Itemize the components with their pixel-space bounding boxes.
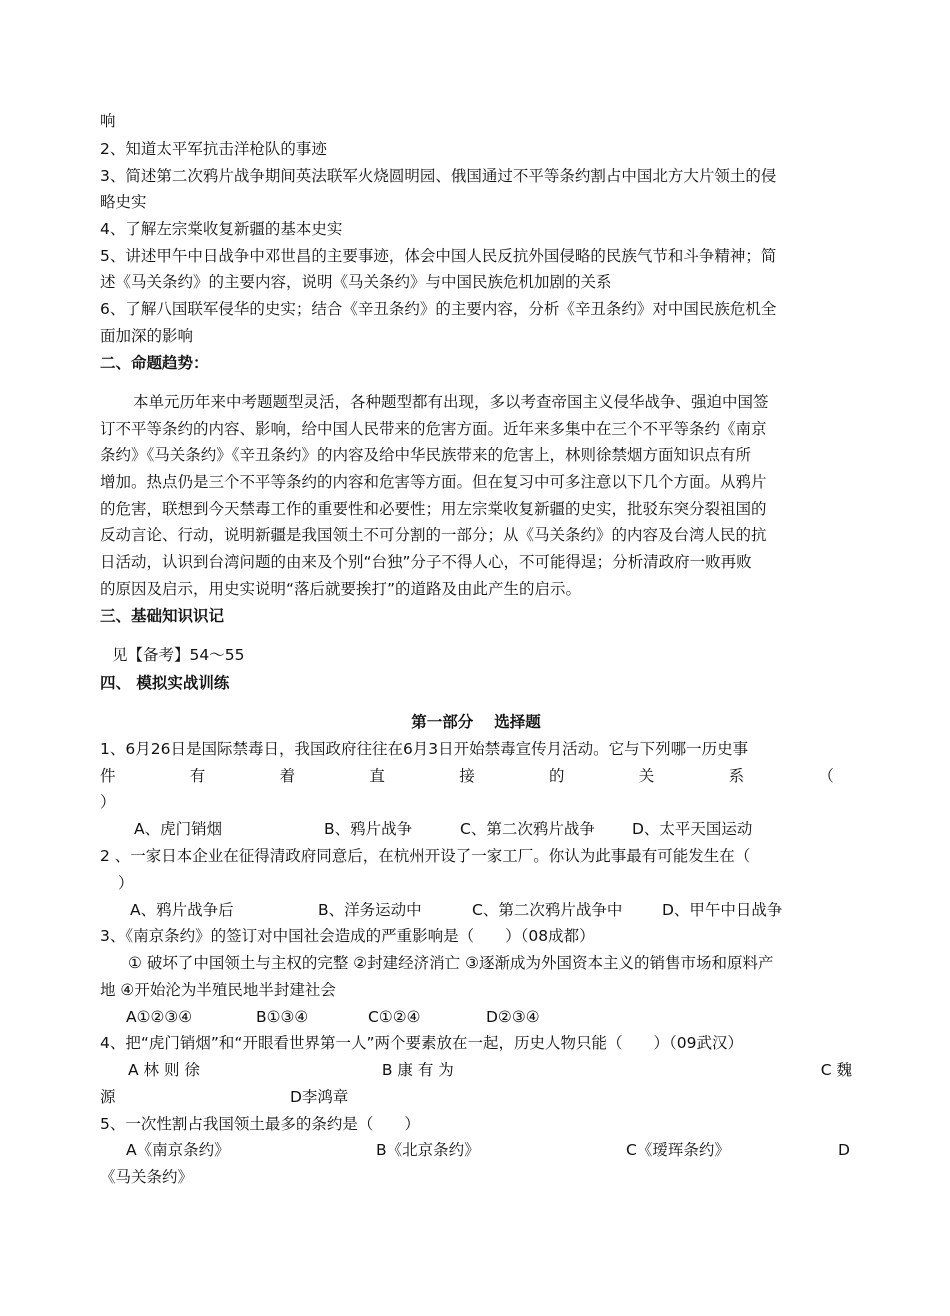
practice-heading: 四、 模拟实战训练 [100, 674, 230, 692]
question-5-option-d-text: 《马关条约》 [100, 1168, 194, 1186]
option-c-cont: 源 [100, 1088, 116, 1106]
trend-paragraph-line: 条约》《马关条约》《辛丑条约》的内容及给中华民族带来的危害上，林则徐禁烟方面知识点有所 [100, 446, 752, 464]
option-a: A、虎门销烟 [134, 820, 223, 838]
question-3-options [100, 1007, 852, 1027]
option-b: B、洋务运动中 [318, 901, 422, 919]
question-4-options-row [128, 1060, 852, 1080]
trend-paragraph-line: 本单元历年来中考题题型灵活，各种题型都有出现，多以考查帝国主义侵华战争、强迫中国签 [133, 393, 769, 411]
option-a: A 林 则 徐 [128, 1061, 200, 1079]
objective-item-3-cont: 略史实 [100, 193, 147, 211]
option-d: D、太平天国运动 [632, 820, 753, 838]
question-4-stem: 4、把“虎门销烟”和“开眼看世界第一人”两个要素放在一起，历史人物只能（ ）（09武汉） [100, 1034, 743, 1052]
trend-paragraph-line: 的原因及启示，用史实说明“落后就要挨打”的道路及由此产生的启示。 [100, 580, 582, 598]
option-c: C、第二次鸦片战争中 [472, 901, 623, 919]
objective-item-6-cont: 面加深的影响 [100, 327, 194, 345]
question-1-stem: 1、6月26日是国际禁毒日，我国政府往往在6月3日开始禁毒宣传月活动。它与下列哪一历史事 [100, 740, 749, 758]
objective-item-5-cont: 述《马关条约》的主要内容，说明《马关条约》与中国民族危机加剧的关系 [100, 273, 612, 291]
trend-heading: 二、命题趋势： [100, 354, 209, 372]
stem-word: 系 [728, 767, 745, 785]
basics-reference: 见【备考】54～55 [112, 646, 245, 664]
question-2-options [100, 900, 852, 920]
trend-paragraph-line: 日活动，认识到台湾问题的由来及个别“台独”分子不得人心，不可能得逞；分析清政府一败再败 [100, 553, 752, 571]
stem-word: 的 [548, 767, 565, 785]
question-4-options-row-2 [100, 1087, 852, 1107]
question-5-stem: 5、一次性割占我国领土最多的条约是（ ） [100, 1115, 420, 1133]
stem-word: 关 [638, 767, 655, 785]
basics-heading: 三、基础知识识记 [100, 607, 225, 625]
option-b: B①③④ [256, 1008, 309, 1026]
option-a: A①②③④ [126, 1008, 193, 1026]
trend-paragraph-line: 订不平等条约的内容、影响，给中国人民带来的危害方面。近年来多集中在三个不平等条约《南京 [100, 420, 767, 438]
trend-paragraph-line: 反动言论、行动，说明新疆是我国领土不可分割的一部分；从《马关条约》的内容及台湾人民的抗 [100, 526, 767, 544]
part-title: 第一部分 选择题 [411, 713, 541, 731]
question-2-blank-close: ） [118, 874, 134, 892]
option-d: D②③④ [486, 1008, 540, 1026]
question-3-statements-cont: 地 ④开始沦为半殖民地半封建社会 [100, 981, 336, 999]
objective-item-3: 3、简述第二次鸦片战争期间英法联军火烧圆明园、俄国通过不平等条约割占中国北方大片领土的侵 [100, 167, 777, 185]
stem-word: 接 [459, 767, 475, 785]
stem-word: 件 [100, 767, 116, 785]
trend-paragraph-line: 增加。热点仍是三个不平等条约的内容和危害等方面。但在复习中可多注意以下几个方面。从鸦片 [100, 473, 767, 491]
option-a: A、鸦片战争后 [130, 901, 234, 919]
stem-word: （ [818, 767, 834, 785]
stem-word: 着 [279, 767, 296, 785]
option-d: D李鸿章 [290, 1088, 349, 1106]
option-b: B、鸦片战争 [324, 820, 413, 838]
stem-word: 直 [369, 767, 385, 785]
question-1-blank-close: ） [100, 793, 116, 811]
objective-item-4: 4、了解左宗棠收复新疆的基本史实 [100, 220, 343, 238]
question-3-stem: 3、《南京条约》的签订对中国社会造成的严重影响是（ ）（08成都） [100, 927, 595, 945]
option-a: A《南京条约》 [126, 1141, 230, 1159]
question-2-stem: 2 、一家日本企业在征得清政府同意后，在杭州开设了一家工厂。你认为此事最有可能发生在（ [100, 847, 751, 865]
option-c: C、第二次鸦片战争 [460, 820, 595, 838]
question-1-options [100, 819, 852, 839]
question-5-options [100, 1140, 852, 1160]
trend-paragraph-line: 的危害，联想到今天禁毒工作的重要性和必要性；用左宗棠收复新疆的史实，批驳东突分裂祖国的 [100, 500, 767, 518]
option-d: D、甲午中日战争 [662, 901, 783, 919]
stem-word: 有 [189, 767, 206, 785]
option-c: C《瑷珲条约》 [626, 1141, 730, 1159]
objective-item-6: 6、了解八国联军侵华的史实；结合《辛丑条约》的主要内容，分析《辛丑条约》对中国民族危机全 [100, 300, 777, 318]
objective-item-2: 2、知道太平军抗击洋枪队的事迹 [100, 140, 327, 158]
objective-item-5: 5、讲述甲午中日战争中邓世昌的主要事迹，体会中国人民反抗外国侵略的民族气节和斗争精神；简 [100, 247, 777, 265]
objective-tail: 响 [100, 112, 116, 130]
question-3-statements: ① 破坏了中国领土与主权的完整 ②封建经济消亡 ③逐渐成为外国资本主义的销售市场和原料产 [128, 954, 774, 972]
option-b: B 康 有 为 [381, 1061, 454, 1079]
question-1-stem-spread [100, 766, 834, 786]
option-d: D [838, 1141, 850, 1159]
option-b: B《北京条约》 [376, 1141, 480, 1159]
option-c: C 魏 [820, 1061, 852, 1079]
option-c: C①②④ [368, 1008, 421, 1026]
